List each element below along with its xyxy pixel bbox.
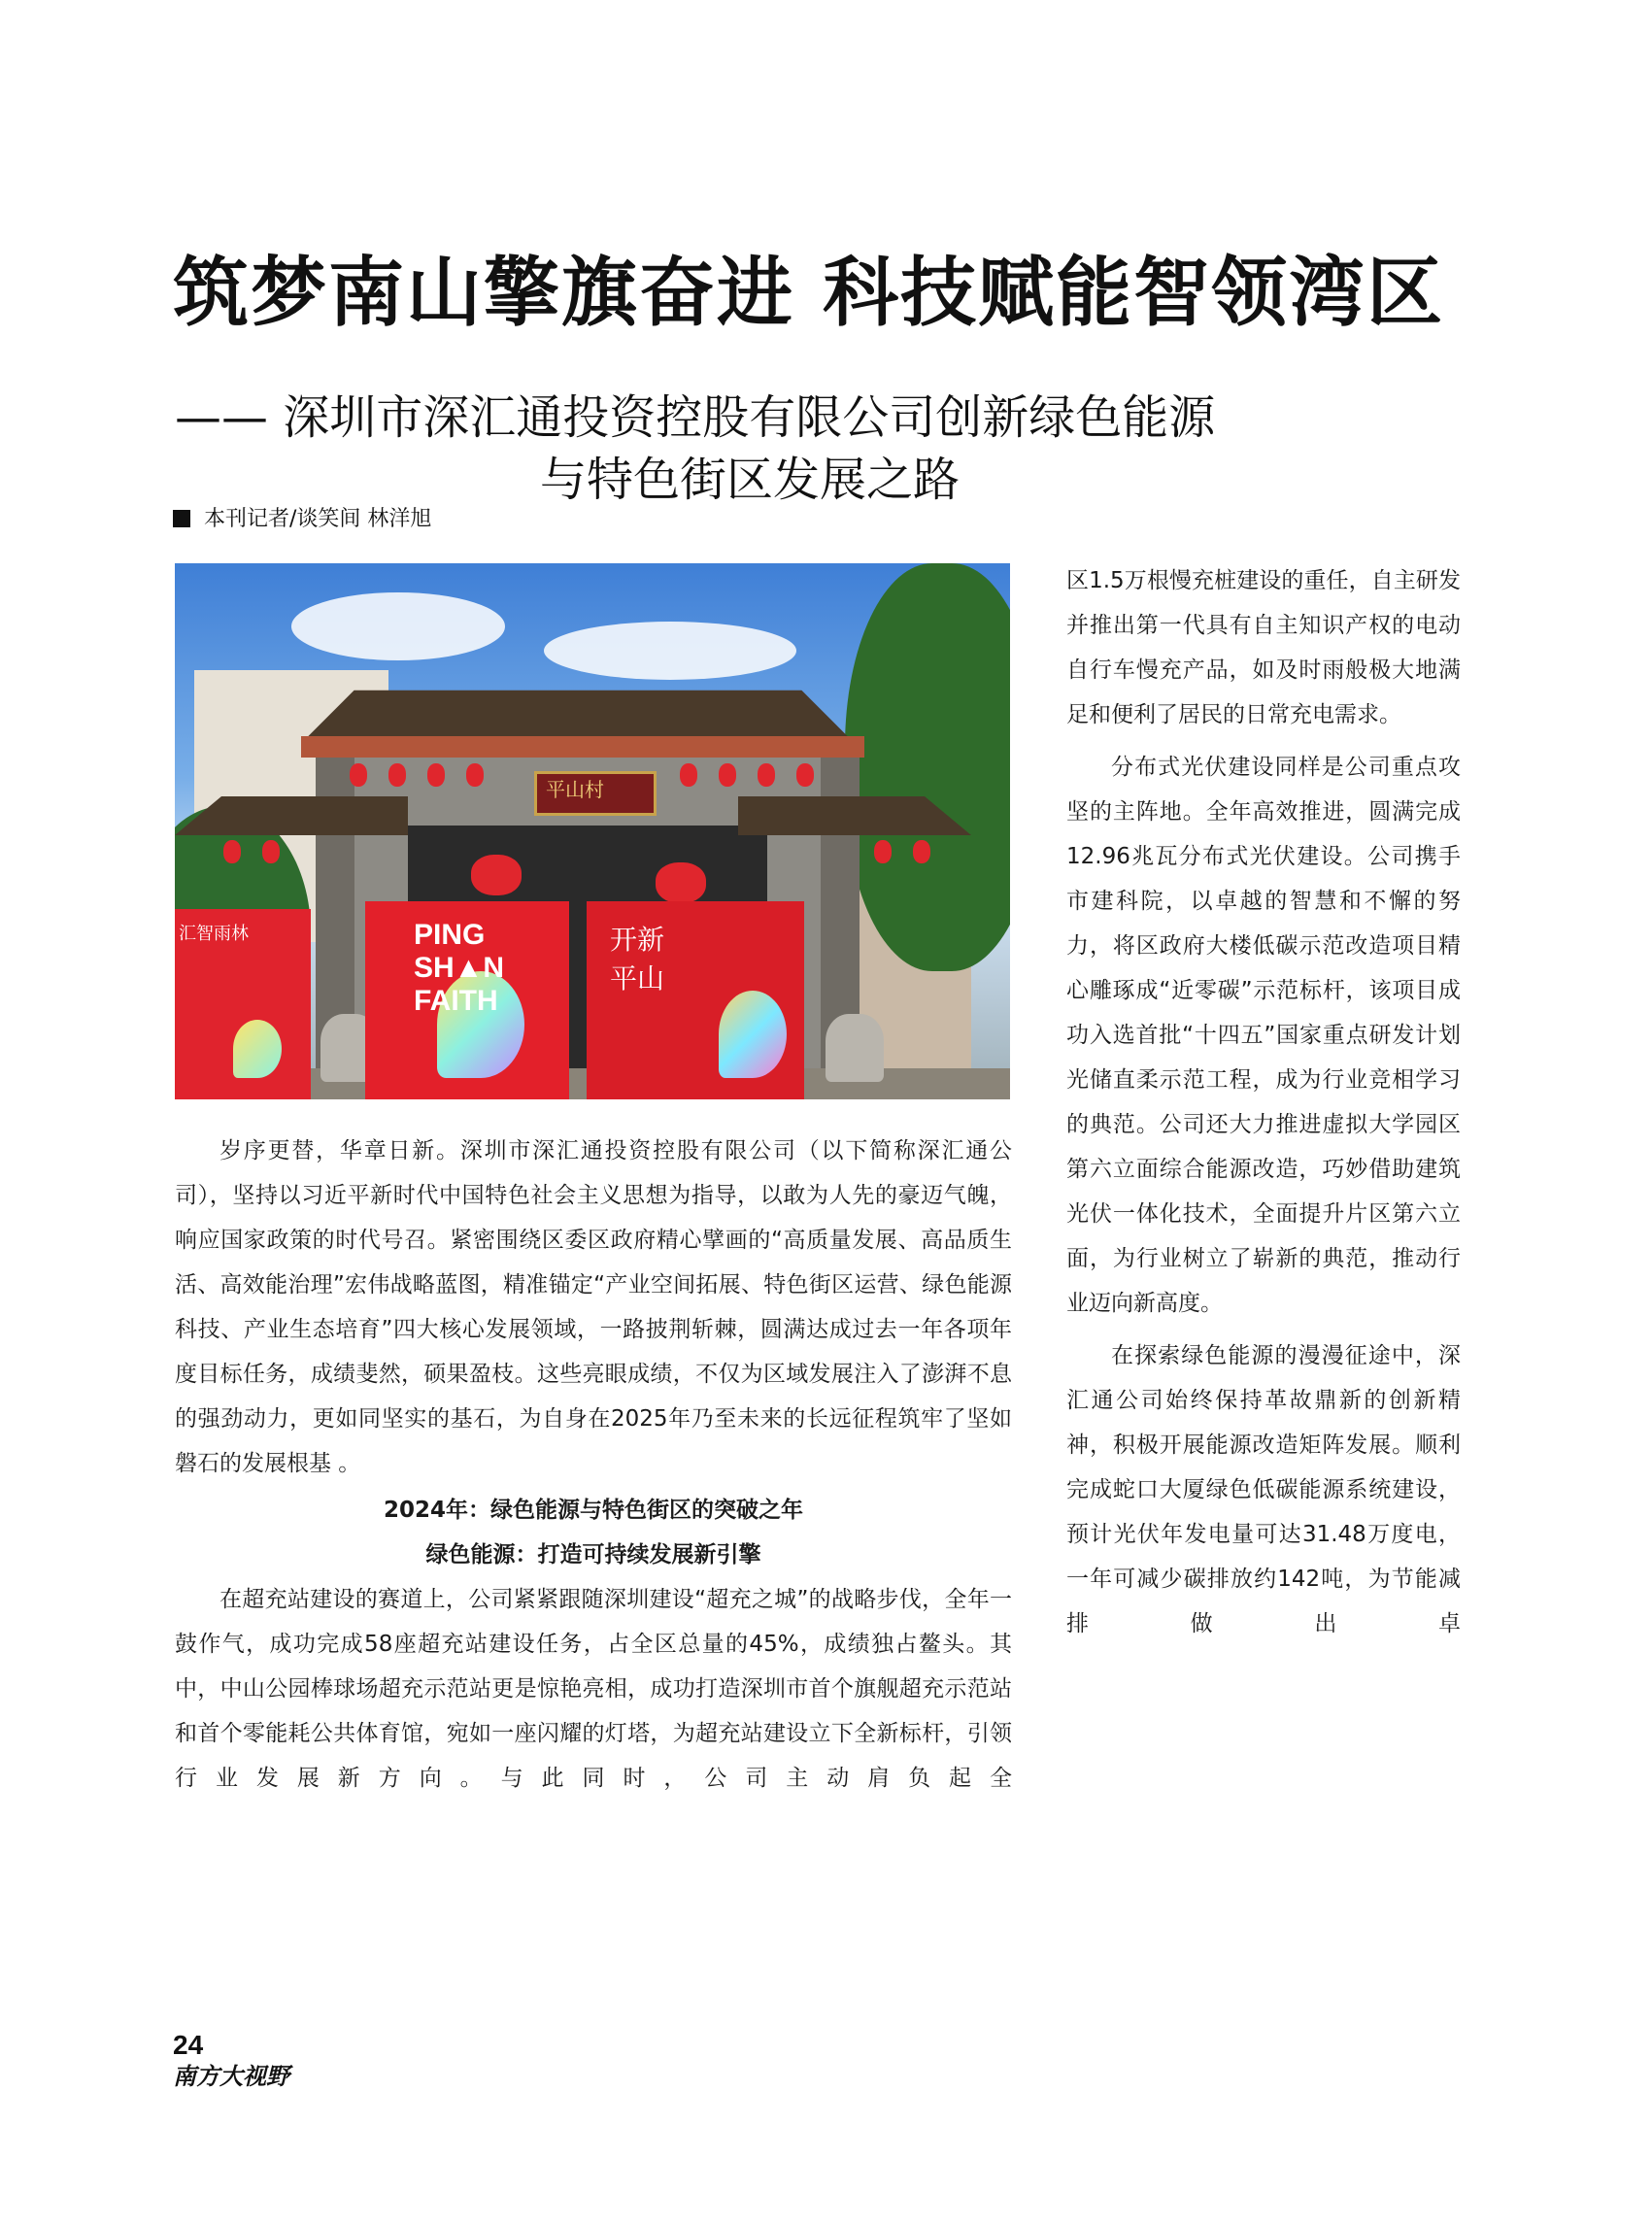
lantern-icon	[388, 763, 406, 787]
sub-heading: 绿色能源：打造可持续发展新引擎	[425, 1542, 761, 1568]
lantern-icon	[796, 763, 814, 787]
article-title: 筑梦南山擎旗奋进 科技赋能智领湾区	[173, 249, 1445, 337]
byline-text: 本刊记者/谈笑间 林洋旭	[204, 507, 432, 531]
subtitle-line-1: —— 深圳市深汇通投资控股有限公司创新绿色能源	[175, 390, 1216, 445]
lantern-icon	[466, 763, 484, 787]
magazine-logo: 南方大视野	[173, 2062, 289, 2090]
lantern-icon	[874, 840, 892, 863]
banner-kaixin-line: 开新	[610, 924, 665, 956]
lantern-icon	[913, 840, 930, 863]
cloud-shape	[291, 592, 505, 660]
butterfly-graphic	[719, 991, 787, 1078]
section-heading: 2024年：绿色能源与特色街区的突破之年	[383, 1498, 803, 1523]
intro-paragraph: 岁序更替，华章日新。深圳市深汇通投资控股有限公司（以下简称深汇通公司），坚持以习近平新时代中国特色社会主义思想为指导，以敢为人先的豪迈气魄，响应国家政策的时代号召。紧密围绕区委区政府精心擘画的“高质量发展、高品质生活、高效能治理”宏伟战略蓝图，精准锚定“产业空间拓展、特色街区运营、绿色能源科技、产业生态培育”四大核心发展领域，一路披荆斩棘，圆满达成过去一年各项年度目标任务，成绩斐然，硕果盈枝。这些亮眼成绩，不仅为区域发展注入了澎湃不息的强劲动力，更如同坚实的基石，为自身在2025年乃至未来的长远征程筑牢了坚如磐石的发展根基 。	[175, 1138, 1012, 1476]
butterfly-graphic	[233, 1020, 282, 1078]
banner-text-kaixin	[610, 921, 664, 998]
lantern-icon	[758, 763, 775, 787]
stone-lion	[826, 1014, 884, 1082]
lantern-icon	[223, 840, 241, 863]
banner-shan-line: SH▲N	[414, 952, 505, 984]
lantern-icon	[680, 763, 697, 787]
byline	[173, 505, 431, 534]
paragraph-supercharging-cont: 区1.5万根慢充桩建设的重任，自主研发并推出第一代具有自主知识产权的电动自行车慢充产品，如及时雨般极大地满足和便利了居民的日常充电需求。	[1066, 568, 1461, 727]
lantern-icon	[656, 862, 706, 903]
article-subtitle	[175, 387, 1437, 511]
left-column	[175, 1129, 1012, 1801]
lantern-icon	[350, 763, 367, 787]
subtitle-line-2: 与特色街区发展之路	[540, 453, 961, 507]
banner-ping-line: PING	[414, 919, 486, 951]
square-bullet-icon	[173, 510, 190, 527]
banner-pingshan-line: 平山	[610, 962, 665, 995]
plaque-text: 平山村	[546, 778, 604, 801]
tree-shape	[845, 563, 1010, 971]
paragraph-photovoltaic: 分布式光伏建设同样是公司重点攻坚的主阵地。全年高效推进，圆满完成12.96兆瓦分布式光伏建设。公司携手市建科院，以卓越的智慧和不懈的努力，将区政府大楼低碳示范改造项目精心雕琢成“近零碳”示范标杆，该项目成功入选首批“十四五”国家重点研发计划光储直柔示范工程，成为行业竞相学习的典范。公司还大力推进虚拟大学园区第六立面综合能源改造，巧妙借助建筑光伏一体化技术，全面提升片区第六立面，为行业树立了崭新的典范，推动行业迈向新高度。	[1066, 755, 1461, 1316]
lantern-icon	[262, 840, 280, 863]
lantern-icon	[719, 763, 736, 787]
banner-faith-line: FAITH	[414, 985, 498, 1017]
lantern-icon	[427, 763, 445, 787]
paragraph-energy-retrofit: 在探索绿色能源的漫漫征途中，深汇通公司始终保持革故鼎新的创新精神，积极开展能源改造矩阵发展。顺利完成蛇口大厦绿色低碳能源系统建设，预计光伏年发电量可达31.48万度电，一年可减少碳排放约142吨，为节能减排做出卓	[1066, 1343, 1461, 1636]
banner-left-text: 汇智雨林	[179, 924, 249, 944]
article-photo-pingshan-gate	[175, 563, 1010, 1099]
paragraph-supercharging: 在超充站建设的赛道上，公司紧紧跟随深圳建设“超充之城”的战略步伐，全年一鼓作气，成功完成58座超充站建设任务，占全区总量的45%，成绩独占鳌头。其中，中山公园棒球场超充示范站更是惊艳亮相，成功打造深圳市首个旗舰超充示范站和首个零能耗公共体育馆，宛如一座闪耀的灯塔，为超充站建设立下全新标杆，引领行业发展新方向。与此同时，公司主动肩负起全	[175, 1587, 1012, 1791]
page-number: 24	[173, 2030, 204, 2060]
banner-text-ping	[414, 919, 504, 1018]
right-column	[1066, 558, 1461, 1646]
cloud-shape	[544, 622, 796, 680]
roof-trim	[301, 736, 864, 758]
lantern-icon	[471, 855, 522, 895]
